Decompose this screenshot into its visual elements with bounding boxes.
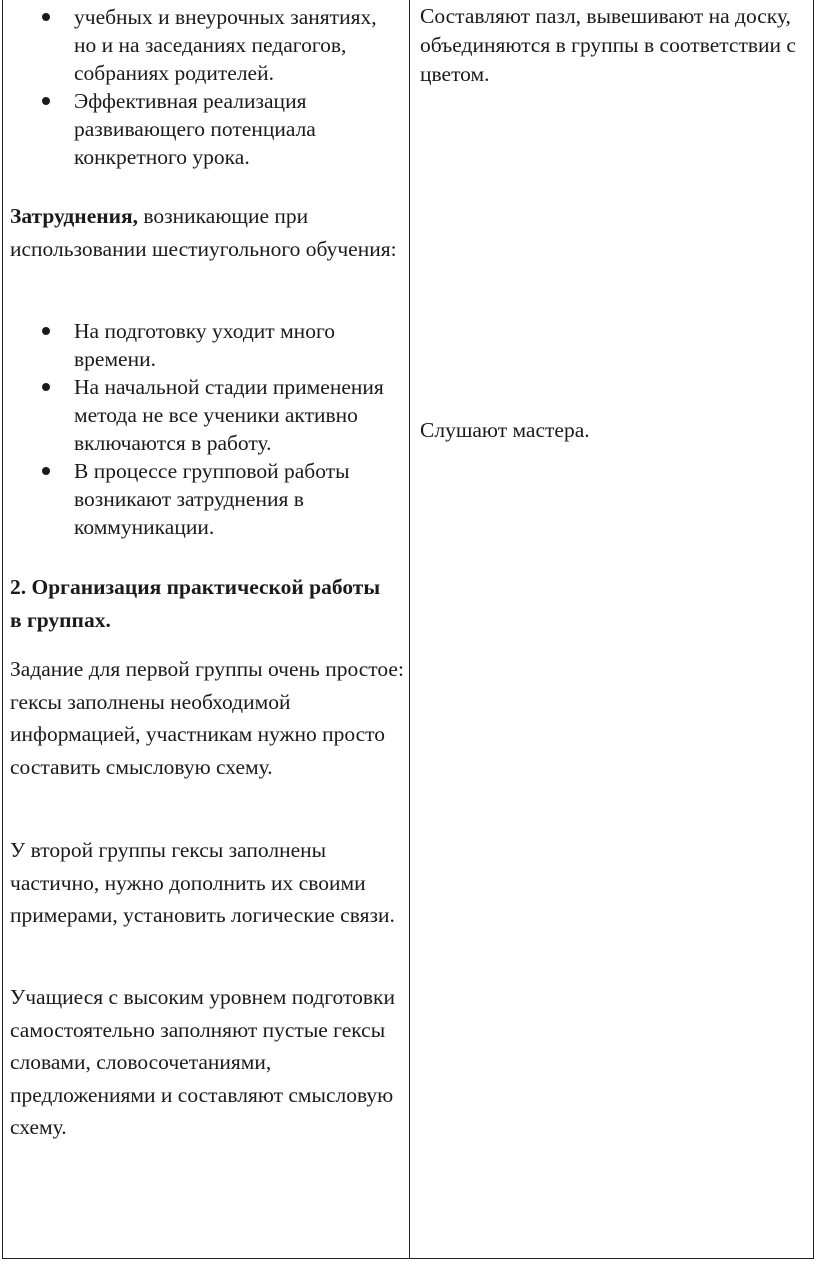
paragraph-group-3: Учащиеся с высоким уровнем подготовки самостоятельно заполняют пустые гексы словами, словосочетаниями, предложениями и составляют смысловую схему. [10, 985, 395, 1139]
list-item: На начальной стадии применения метода не все ученики активно включаются в работу. [0, 373, 400, 457]
bullet-list-difficulties [0, 317, 400, 541]
list-item: В процессе групповой работы возникают затруднения в коммуникации. [0, 457, 400, 541]
list-item: учебных и внеурочных занятиях, но и на заседаниях педагогов, собраниях родителей. [0, 3, 400, 87]
section-heading: 2. Организация практической работы в группах. [10, 575, 381, 632]
paragraph-group-2: У второй группы гексы заполнены частично, нужно дополнить их своими примерами, установить логические связи. [10, 838, 395, 927]
paragraph-group-1: Задание для первой группы очень простое: гексы заполнены необходимой информацией, участникам нужно просто составить смысловую схему. [10, 657, 404, 779]
bullet-list-benefits [0, 3, 400, 171]
right-column [410, 0, 814, 1262]
student-activity-puzzle: Составляют пазл, вывешивают на доску, объединяются в группы в соответствии с цветом. [420, 4, 796, 86]
student-activity-listen: Слушают мастера. [420, 418, 590, 442]
list-item: Эффективная реализация развивающего потенциала конкретного урока. [0, 87, 400, 171]
difficulties-text: возникающие при использовании шестиугольного обучения: [10, 204, 397, 261]
difficulties-intro [10, 200, 405, 265]
list-item: На подготовку уходит много времени. [0, 317, 400, 373]
difficulties-label: Затруднения, [10, 204, 139, 228]
